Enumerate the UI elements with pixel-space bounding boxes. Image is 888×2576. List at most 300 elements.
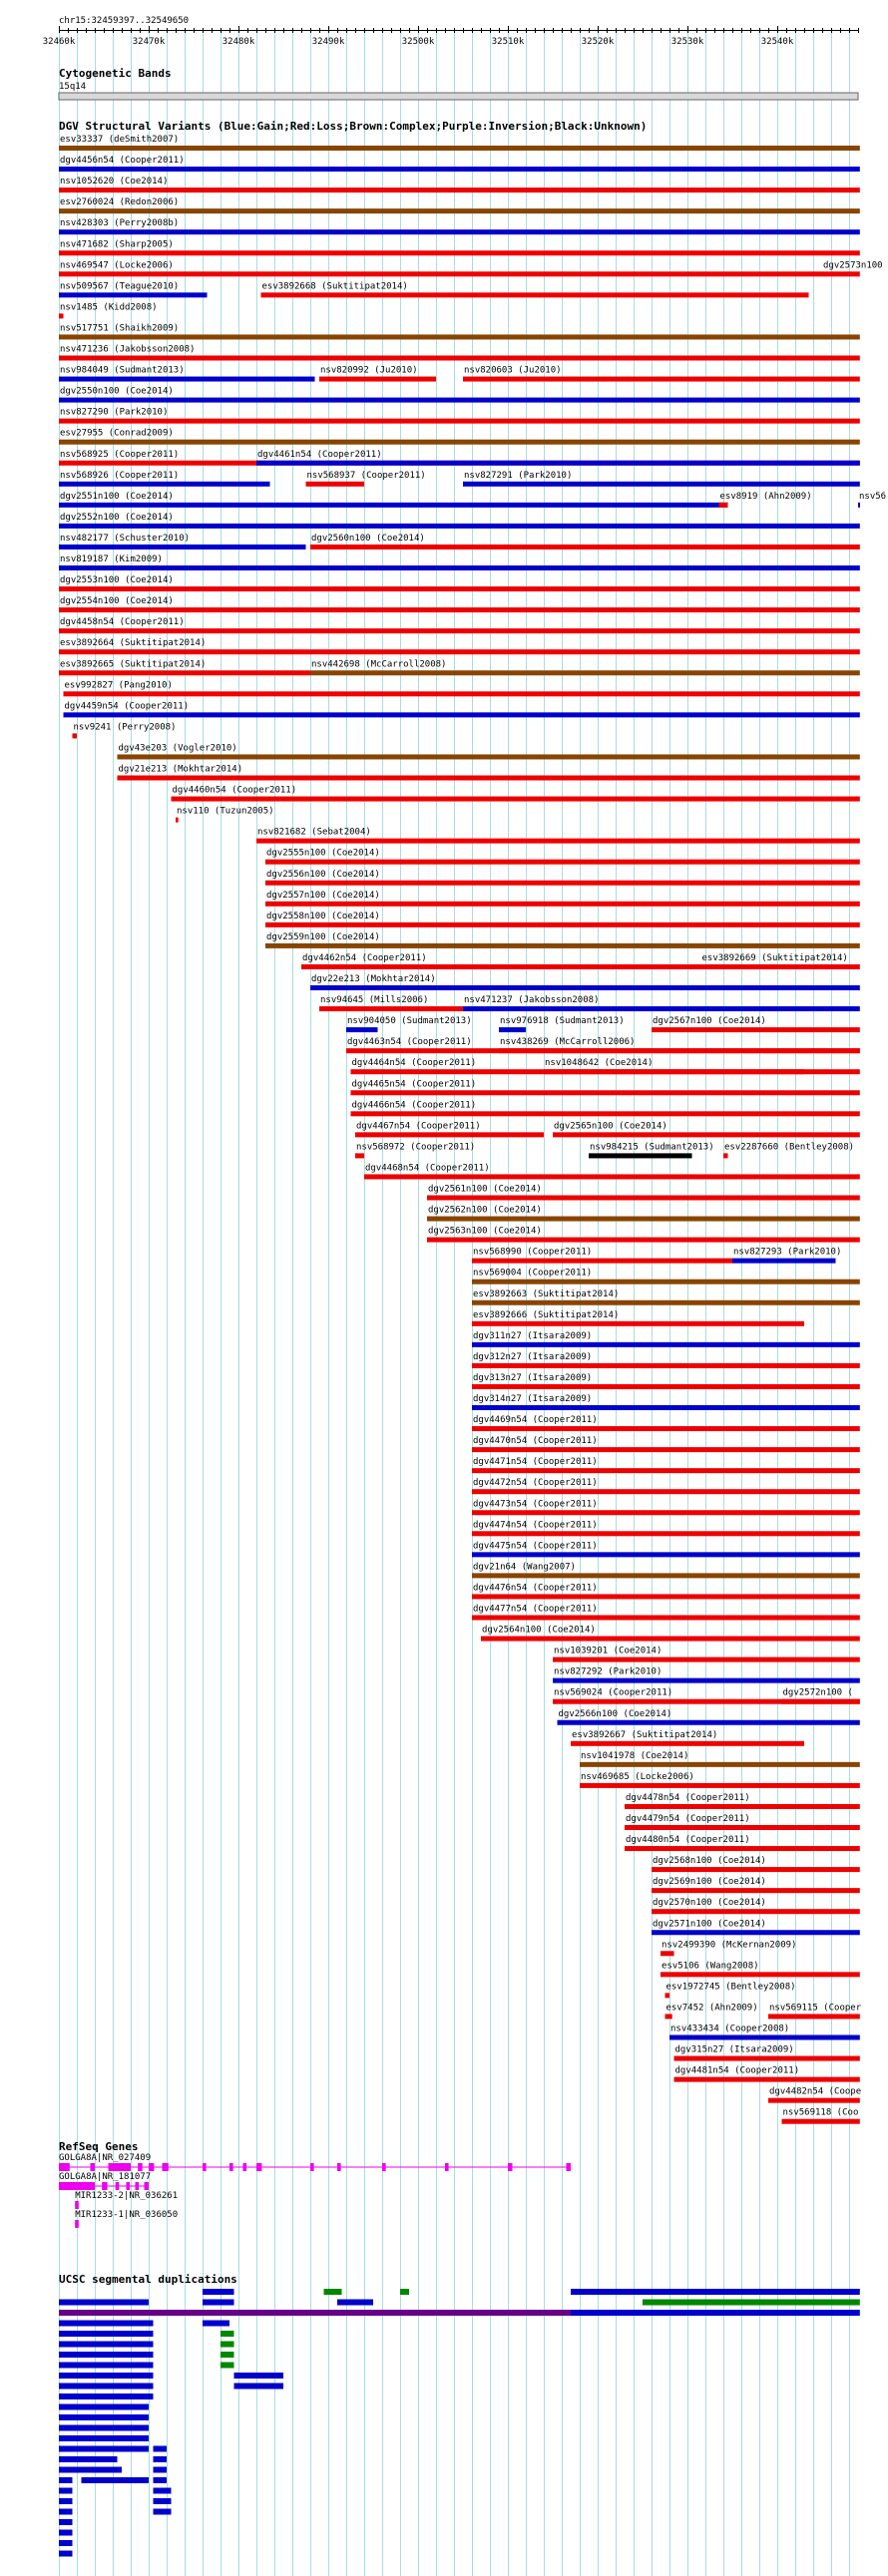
segdup-bar[interactable]	[59, 2373, 154, 2379]
dgv-variant[interactable]	[176, 807, 274, 823]
segdup-bar[interactable]	[59, 2446, 149, 2452]
variant-bar[interactable]	[858, 503, 860, 508]
dgv-variant[interactable]	[118, 765, 860, 781]
variant-bar[interactable]	[463, 377, 860, 382]
dgv-variant[interactable]	[256, 450, 860, 466]
dgv-variant[interactable]	[463, 995, 860, 1011]
variant-bar[interactable]	[427, 1196, 860, 1201]
variant-bar[interactable]	[351, 1090, 860, 1095]
segdup-bar[interactable]	[221, 2363, 234, 2369]
segdup-bar[interactable]	[154, 2446, 168, 2452]
variant-bar[interactable]	[472, 1489, 860, 1494]
dgv-variant[interactable]	[625, 1814, 860, 1830]
dgv-variant[interactable]	[59, 617, 860, 633]
segdup-bar[interactable]	[59, 2342, 154, 2348]
segdup-bar[interactable]	[59, 2530, 73, 2536]
dgv-variant[interactable]	[59, 429, 860, 445]
dgv-variant[interactable]	[723, 1142, 854, 1158]
dgv-variant[interactable]	[59, 659, 310, 675]
variant-bar[interactable]	[59, 271, 822, 276]
variant-bar[interactable]	[256, 839, 860, 844]
variant-bar[interactable]	[674, 2077, 860, 2082]
cytoband-15q14[interactable]	[59, 93, 858, 100]
variant-bar[interactable]	[472, 1405, 860, 1410]
dgv-variant[interactable]	[782, 2108, 860, 2124]
variant-bar[interactable]	[59, 146, 860, 151]
segdup-bar[interactable]	[154, 2488, 172, 2494]
gene-exon[interactable]	[382, 2163, 386, 2171]
segdup-bar[interactable]	[221, 2352, 234, 2358]
variant-bar[interactable]	[472, 1594, 860, 1599]
variant-bar[interactable]	[701, 964, 860, 969]
dgv-variant[interactable]	[652, 1856, 860, 1872]
segdup-bar[interactable]	[59, 2331, 154, 2337]
dgv-variant[interactable]	[580, 1772, 860, 1788]
variant-bar[interactable]	[59, 586, 860, 591]
variant-bar[interactable]	[558, 1720, 860, 1725]
segdup-bar[interactable]	[221, 2331, 234, 2337]
dgv-variant[interactable]	[59, 177, 860, 192]
variant-bar[interactable]	[553, 1678, 860, 1683]
variant-bar[interactable]	[472, 1384, 860, 1389]
dgv-variant[interactable]	[256, 828, 860, 844]
variant-bar[interactable]	[472, 1321, 804, 1326]
gene-exon[interactable]	[445, 2163, 449, 2171]
segdup-bar[interactable]	[234, 2384, 284, 2390]
segdup-bar[interactable]	[203, 2321, 229, 2327]
variant-bar[interactable]	[768, 2098, 860, 2103]
gene-exon[interactable]	[102, 2182, 107, 2190]
dgv-variant[interactable]	[472, 1289, 860, 1305]
variant-bar[interactable]	[355, 1132, 544, 1137]
variant-bar[interactable]	[59, 607, 860, 612]
variant-bar[interactable]	[580, 1762, 860, 1767]
variant-label: dgv2560n100 (Coe2014)	[311, 533, 425, 544]
segdup-bar[interactable]	[59, 2352, 154, 2358]
gene-exon[interactable]	[145, 2182, 150, 2190]
variant-bar[interactable]	[652, 1027, 860, 1032]
variant-bar[interactable]	[553, 1657, 860, 1662]
variant-bar[interactable]	[59, 565, 860, 570]
segdup-bar[interactable]	[643, 2300, 860, 2306]
segdup-bar[interactable]	[154, 2456, 168, 2462]
variant-bar[interactable]	[472, 1616, 860, 1621]
variant-bar[interactable]	[59, 334, 860, 339]
variant-bar[interactable]	[59, 292, 208, 297]
variant-bar[interactable]	[59, 670, 310, 675]
dgv-variant[interactable]	[472, 1373, 860, 1389]
variant-bar[interactable]	[661, 1972, 860, 1977]
dgv-variant[interactable]	[652, 1877, 860, 1893]
dgv-variant[interactable]	[118, 743, 860, 759]
segdup-bar[interactable]	[154, 2477, 168, 2483]
variant-label: esv2760024 (Redon2006)	[60, 197, 180, 208]
dgv-variant[interactable]	[625, 1793, 860, 1809]
segdup-bar[interactable]	[571, 2310, 860, 2316]
dgv-variant[interactable]	[652, 1898, 860, 1914]
segdup-bar[interactable]	[59, 2384, 154, 2390]
dgv-variant[interactable]	[351, 1100, 860, 1116]
variant-bar[interactable]	[176, 818, 179, 823]
variant-bar[interactable]	[472, 1280, 860, 1285]
variant-bar[interactable]	[499, 1048, 860, 1053]
variant-bar[interactable]	[472, 1447, 860, 1452]
segdup-bar[interactable]	[59, 2477, 73, 2483]
variant-bar[interactable]	[310, 985, 860, 990]
dgv-variant[interactable]	[261, 281, 809, 297]
variant-bar[interactable]	[59, 524, 860, 529]
variant-bar[interactable]	[472, 1300, 860, 1305]
variant-bar[interactable]	[669, 2035, 860, 2040]
dgv-variant[interactable]	[59, 323, 860, 339]
variant-bar[interactable]	[782, 2119, 860, 2124]
dgv-variant[interactable]	[59, 218, 860, 234]
variant-bar[interactable]	[481, 1637, 860, 1642]
gene-exon[interactable]	[109, 2163, 132, 2171]
variant-bar[interactable]	[661, 1951, 674, 1956]
variant-bar[interactable]	[580, 1783, 860, 1788]
variant-bar[interactable]	[553, 1132, 860, 1137]
dgv-variant[interactable]	[346, 1016, 472, 1032]
segdup-bar[interactable]	[59, 2404, 149, 2410]
variant-bar[interactable]	[472, 1342, 860, 1347]
variant-bar[interactable]	[306, 482, 365, 487]
variant-bar[interactable]	[59, 229, 860, 234]
variant-bar[interactable]	[59, 503, 728, 508]
variant-bar[interactable]	[310, 670, 860, 675]
gene-exon[interactable]	[243, 2163, 247, 2171]
segdup-bar[interactable]	[59, 2456, 118, 2462]
variant-bar[interactable]	[652, 1888, 860, 1893]
variant-bar[interactable]	[265, 943, 860, 948]
segdup-bar[interactable]	[221, 2342, 234, 2348]
segdup-bar[interactable]	[59, 2321, 154, 2327]
gene-exon[interactable]	[116, 2182, 120, 2190]
variant-bar[interactable]	[59, 628, 860, 633]
variant-bar[interactable]	[472, 1552, 860, 1557]
dgv-variant[interactable]	[661, 1940, 796, 1956]
dgv-variant[interactable]	[571, 1730, 804, 1746]
dgv-variant[interactable]	[172, 786, 860, 802]
segdup-bar[interactable]	[59, 2467, 122, 2473]
variant-bar[interactable]	[625, 1804, 860, 1809]
dgv-variant[interactable]	[652, 1016, 860, 1032]
variant-bar[interactable]	[719, 503, 728, 508]
variant-bar[interactable]	[265, 860, 860, 865]
dgv-variant[interactable]	[59, 387, 860, 403]
dgv-variant[interactable]	[301, 953, 701, 969]
segdup-bar[interactable]	[59, 2540, 73, 2546]
segdup-bar[interactable]	[337, 2300, 373, 2306]
refseq-gene[interactable]	[59, 2172, 151, 2190]
variant-bar[interactable]	[172, 797, 860, 802]
ruler-tick-label: 32480k	[222, 37, 255, 47]
dgv-variant[interactable]	[472, 1499, 860, 1515]
variant-bar[interactable]	[118, 776, 860, 781]
variant-bar[interactable]	[59, 398, 860, 403]
variant-bar[interactable]	[472, 1573, 860, 1578]
dgv-variant[interactable]	[625, 1835, 860, 1851]
segdup-bar[interactable]	[82, 2477, 150, 2483]
dgv-variant[interactable]	[768, 2003, 862, 2019]
segdup-bar[interactable]	[203, 2289, 234, 2295]
dgv-variant[interactable]	[59, 554, 860, 570]
variant-bar[interactable]	[723, 1153, 728, 1158]
dgv-variant[interactable]	[472, 1310, 804, 1326]
dgv-variant[interactable]	[589, 1142, 714, 1158]
cytoband-ideogram[interactable]	[59, 93, 858, 100]
variant-label: esv3892667 (Suktitipat2014)	[572, 1729, 718, 1740]
variant-bar[interactable]	[261, 292, 809, 297]
gene-exon[interactable]	[229, 2163, 233, 2171]
segdup-bar[interactable]	[154, 2498, 172, 2504]
segdup-bar[interactable]	[59, 2363, 154, 2369]
segdup-bar[interactable]	[234, 2373, 284, 2379]
dgv-variant[interactable]	[73, 722, 177, 738]
gene-exon[interactable]	[310, 2163, 314, 2171]
segdup-bar[interactable]	[59, 2425, 149, 2431]
segdup-bar[interactable]	[324, 2289, 342, 2295]
variant-bar[interactable]	[256, 461, 860, 466]
variant-bar[interactable]	[59, 167, 860, 172]
dgv-variant[interactable]	[463, 366, 860, 382]
dgv-variant[interactable]	[59, 492, 728, 508]
variant-bar[interactable]	[499, 1027, 526, 1032]
dgv-variant[interactable]	[64, 680, 860, 696]
dgv-variant[interactable]	[719, 492, 812, 508]
gene-exon[interactable]	[59, 2182, 95, 2190]
gene-exon[interactable]	[149, 2163, 154, 2171]
variant-bar[interactable]	[59, 250, 860, 255]
variant-label: esv5106 (Wang2008)	[662, 1961, 759, 1972]
dgv-variant[interactable]	[306, 471, 426, 487]
dgv-variant[interactable]	[355, 1142, 475, 1158]
dgv-variant[interactable]	[472, 1562, 860, 1578]
dgv-variant[interactable]	[472, 1520, 860, 1536]
variant-bar[interactable]	[355, 1153, 364, 1158]
segdup-bar[interactable]	[59, 2551, 73, 2557]
variant-label: esv7452 (Ahn2009)	[666, 2003, 758, 2014]
dgv-variant[interactable]	[499, 1037, 860, 1053]
variant-label: nsv517751 (Shaikh2009)	[60, 323, 180, 334]
dgv-variant[interactable]	[59, 302, 158, 318]
variant-bar[interactable]	[472, 1510, 860, 1515]
dgv-variant[interactable]	[59, 197, 860, 213]
gene-exon[interactable]	[136, 2182, 140, 2190]
dgv-variant[interactable]	[472, 1541, 860, 1557]
dgv-variant[interactable]	[59, 638, 860, 654]
segdup-bar[interactable]	[59, 2519, 73, 2525]
segdup-bar[interactable]	[59, 2488, 73, 2494]
variant-bar[interactable]	[463, 482, 860, 487]
dgv-variant[interactable]	[59, 260, 822, 276]
variant-bar[interactable]	[351, 1111, 860, 1116]
variant-bar[interactable]	[589, 1153, 692, 1158]
segdup-bar[interactable]	[59, 2414, 149, 2420]
variant-bar[interactable]	[59, 356, 860, 361]
variant-bar[interactable]	[59, 545, 306, 550]
gene-exon[interactable]	[567, 2163, 572, 2171]
variant-bar[interactable]	[346, 1027, 378, 1032]
variant-label: dgv4472n54 (Cooper2011)	[473, 1478, 598, 1489]
gene-exon[interactable]	[203, 2163, 207, 2171]
variant-bar[interactable]	[59, 649, 860, 654]
variant-bar[interactable]	[118, 754, 860, 759]
variant-bar[interactable]	[59, 482, 270, 487]
dgv-variant[interactable]	[463, 471, 860, 487]
variant-bar[interactable]	[625, 1825, 860, 1830]
dgv-variant[interactable]	[472, 1436, 860, 1452]
variant-bar[interactable]	[472, 1531, 860, 1536]
variant-bar[interactable]	[472, 1363, 860, 1368]
variant-bar[interactable]	[472, 1426, 860, 1431]
variant-bar[interactable]	[59, 377, 315, 382]
gene-exon[interactable]	[337, 2163, 341, 2171]
variant-bar[interactable]	[59, 419, 860, 424]
variant-bar[interactable]	[652, 1867, 860, 1872]
variant-bar[interactable]	[364, 1174, 860, 1179]
gene-exon[interactable]	[75, 2201, 79, 2209]
dgv-variant[interactable]	[472, 1457, 860, 1473]
gene-exon[interactable]	[59, 2163, 70, 2171]
variant-bar[interactable]	[782, 1699, 860, 1704]
segdup-bar[interactable]	[59, 2509, 73, 2515]
dgv-variant[interactable]	[364, 1163, 860, 1179]
variant-bar[interactable]	[732, 1259, 836, 1264]
dgv-variant[interactable]	[472, 1415, 860, 1431]
variant-bar[interactable]	[544, 1069, 804, 1074]
variant-bar[interactable]	[768, 2014, 860, 2019]
segdup-bar[interactable]	[59, 2310, 571, 2316]
dgv-variant[interactable]	[732, 1248, 841, 1264]
dgv-variant[interactable]	[666, 1982, 796, 1998]
variant-bar[interactable]	[822, 271, 860, 276]
variant-bar[interactable]	[666, 1993, 670, 1998]
dgv-variant[interactable]	[319, 995, 463, 1011]
refseq-gene[interactable]	[59, 2153, 571, 2171]
gene-exon[interactable]	[127, 2182, 131, 2190]
dgv-variant[interactable]	[59, 408, 860, 424]
variant-bar[interactable]	[674, 2056, 860, 2061]
dgv-variant[interactable]	[427, 1227, 860, 1243]
gene-exon[interactable]	[91, 2163, 96, 2171]
dgv-variant[interactable]	[59, 596, 860, 612]
dgv-variant[interactable]	[858, 492, 886, 508]
dgv-variant[interactable]	[355, 1121, 544, 1137]
dgv-variant[interactable]	[472, 1331, 860, 1347]
dgv-variant[interactable]	[558, 1709, 860, 1725]
dgv-variant[interactable]	[652, 1919, 860, 1935]
variant-bar[interactable]	[59, 313, 64, 318]
gene-exon[interactable]	[256, 2163, 261, 2171]
dgv-variant[interactable]	[768, 2087, 861, 2103]
gene-exon[interactable]	[75, 2220, 79, 2228]
variant-label: nsv819187 (Kim2009)	[60, 554, 163, 564]
segdup-bar[interactable]	[203, 2300, 234, 2306]
variant-bar[interactable]	[319, 377, 436, 382]
variant-bar[interactable]	[59, 187, 860, 192]
gene-exon[interactable]	[163, 2163, 169, 2171]
dgv-variant[interactable]	[427, 1185, 860, 1201]
dgv-variant[interactable]	[666, 2003, 758, 2019]
dgv-variant[interactable]	[782, 1688, 860, 1704]
dgv-variant[interactable]	[499, 1016, 625, 1032]
segdup-bar[interactable]	[59, 2300, 149, 2306]
dgv-variant[interactable]	[59, 513, 860, 529]
variant-bar[interactable]	[427, 1217, 860, 1222]
dgv-variant[interactable]	[351, 1079, 860, 1095]
variant-bar[interactable]	[301, 964, 701, 969]
variant-label: dgv4459n54 (Cooper2011)	[64, 701, 190, 712]
dgv-variant[interactable]	[701, 953, 860, 969]
segdup-bar[interactable]	[154, 2509, 172, 2515]
variant-bar[interactable]	[463, 1006, 860, 1011]
segdup-bar[interactable]	[400, 2289, 409, 2295]
dgv-variant[interactable]	[59, 135, 860, 151]
segdup-bar[interactable]	[571, 2289, 860, 2295]
gene-exon[interactable]	[508, 2163, 513, 2171]
dgv-variant[interactable]	[59, 534, 306, 550]
dgv-variant[interactable]	[59, 366, 315, 382]
dgv-variant[interactable]	[544, 1058, 804, 1074]
variant-bar[interactable]	[319, 1006, 463, 1011]
variant-bar[interactable]	[64, 691, 860, 696]
variant-bar[interactable]	[652, 1909, 860, 1914]
segdup-bar[interactable]	[154, 2467, 168, 2473]
variant-bar[interactable]	[666, 2014, 672, 2019]
segdup-bar[interactable]	[59, 2435, 149, 2441]
dgv-variant[interactable]	[822, 260, 883, 276]
dgv-variant[interactable]	[472, 1352, 860, 1368]
dgv-variant[interactable]	[59, 239, 860, 255]
variant-bar[interactable]	[472, 1468, 860, 1473]
dgv-variant[interactable]	[472, 1248, 732, 1264]
dgv-variant[interactable]	[472, 1269, 860, 1285]
dgv-variant[interactable]	[59, 345, 860, 361]
variant-bar[interactable]	[571, 1741, 804, 1746]
dgv-variant[interactable]	[64, 701, 860, 717]
dgv-variant[interactable]	[427, 1206, 860, 1222]
variant-bar[interactable]	[265, 881, 860, 886]
dgv-variant[interactable]	[59, 156, 860, 172]
variant-bar[interactable]	[265, 902, 860, 907]
segdup-bar[interactable]	[59, 2498, 73, 2504]
dgv-variant[interactable]	[59, 471, 270, 487]
variant-bar[interactable]	[472, 1259, 732, 1264]
dgv-variant[interactable]	[472, 1478, 860, 1494]
variant-bar[interactable]	[625, 1846, 860, 1851]
variant-bar[interactable]	[73, 733, 78, 738]
variant-bar[interactable]	[310, 545, 860, 550]
dgv-variant[interactable]	[59, 575, 860, 591]
variant-bar[interactable]	[59, 208, 860, 213]
variant-bar[interactable]	[59, 440, 860, 445]
dgv-variant[interactable]	[580, 1751, 860, 1767]
variant-bar[interactable]	[652, 1930, 860, 1935]
variant-bar[interactable]	[265, 922, 860, 927]
refseq-gene[interactable]	[75, 2191, 178, 2209]
variant-bar[interactable]	[64, 712, 860, 717]
variant-label: nsv433434 (Cooper2008)	[670, 2024, 790, 2034]
variant-bar[interactable]	[427, 1238, 860, 1243]
variant-label: esv2287660 (Bentley2008)	[724, 1142, 855, 1153]
dgv-variant[interactable]	[472, 1583, 860, 1599]
dgv-variant[interactable]	[472, 1605, 860, 1621]
dgv-variant[interactable]	[472, 1394, 860, 1410]
refseq-gene[interactable]	[75, 2210, 178, 2228]
gene-exon[interactable]	[138, 2163, 143, 2171]
segdup-bar[interactable]	[59, 2393, 154, 2399]
